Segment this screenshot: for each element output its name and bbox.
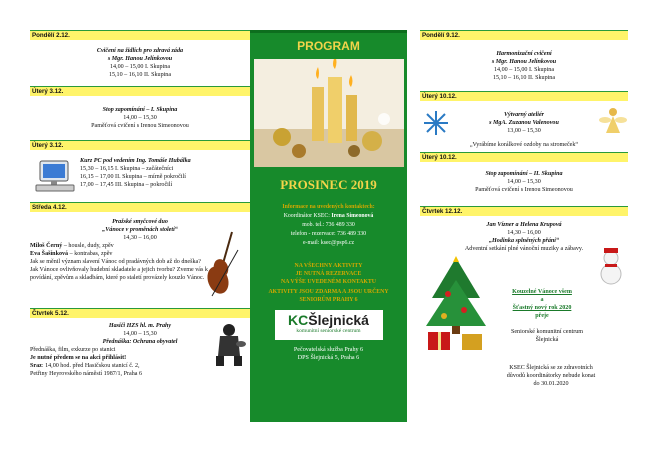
snowman-icon — [596, 246, 626, 286]
program-title: PROGRAM — [297, 39, 360, 53]
event-subtitle: „Vánoce v proměnách století“ — [102, 227, 178, 233]
performer-role: – kontrabas, zpěv — [68, 251, 113, 257]
event-title: Jan Vízner a Helena Krupová — [486, 222, 562, 228]
meeting-text: : 14,00 hod. před Hasičskou stanicí č. 2, — [41, 363, 140, 369]
address — [250, 346, 407, 362]
day-header: Úterý 3.12. — [30, 86, 250, 96]
signature-line: Seniorské komunitní centrum — [510, 329, 584, 335]
logo-subtitle: komunitní seniorské centrum — [296, 328, 361, 334]
event-time: 17,00 – 17,45 III. Skupina – pokročilí — [80, 182, 173, 188]
day-header: Pondělí 9.12. — [420, 30, 628, 40]
performer-name: Eva Šašínková — [30, 251, 69, 257]
notice-line: KSEC Šlejnická se ze zdravotních — [509, 365, 593, 371]
email: e-mail: ksec@psp6.cz — [302, 240, 355, 246]
event-time: 14,30 – 16,00 — [123, 235, 157, 241]
greeting-line: Kouzelné Vánoce všem — [512, 289, 572, 295]
meeting-address: Petřiny Heyrovského náměstí 1987/1, Praha 6 — [30, 371, 143, 377]
event-title: Cvičení na židlích pro zdravá záda — [96, 48, 184, 54]
event-subtitle: „Hodinka splněných přání“ — [488, 238, 560, 244]
logo-wordmark — [275, 312, 383, 328]
event-title: Hasiči HZS hl. m. Prahy — [108, 323, 172, 329]
month-title: PROSINEC 2019 — [280, 177, 377, 192]
notice-line: NA VÝŠE UVEDENÉM KONTAKTU — [281, 279, 376, 285]
event-string-duo — [30, 212, 250, 308]
event-lecturer: s MgA. Zuzanou Valenovou — [489, 120, 559, 126]
logo-mark: KC — [288, 312, 309, 328]
contact-heading: Informace na uvedených kontaktech: — [282, 204, 375, 210]
day-header: Čtvrtek 12.12. — [420, 206, 628, 216]
right-column — [420, 30, 628, 416]
event-time: 14,00 – 15,30 — [123, 331, 157, 337]
computer-icon — [34, 160, 78, 194]
greeting — [482, 288, 602, 320]
performer-name: Miloš Černý — [30, 243, 63, 249]
address-line: Pečovatelská služba Prahy 6 — [293, 347, 364, 353]
event-description: Přednáška, film, exkurze po stanici — [30, 347, 116, 353]
meeting-label: Sraz — [30, 363, 42, 369]
angel-ornament-icon — [598, 105, 628, 137]
event-warning: Je nutné předem se na akci přihlásit! — [30, 355, 127, 361]
event-time: 14,00 – 15,30 — [123, 115, 157, 121]
notice-line: SENIORŮM PRAHY 6 — [299, 297, 358, 303]
day-header: Úterý 10.12. — [420, 91, 628, 101]
reservation-phone: telefon - rezervace: 736 489 330 — [290, 231, 367, 237]
day-header: Pondělí 2.12. — [30, 30, 250, 40]
event-art-studio — [420, 101, 628, 152]
center-signature — [482, 328, 612, 344]
event-firefighters — [30, 318, 250, 402]
snowflake-icon — [422, 109, 450, 137]
notice-line: JE NUTNÁ REZERVACE — [295, 271, 362, 277]
day-header: Úterý 10.12. — [420, 152, 628, 162]
greeting-line: přeje — [535, 313, 549, 319]
event-time: 14,00 – 15,00 I. Skupina — [109, 64, 171, 70]
christmas-candles-image — [254, 59, 404, 167]
event-lecturer: s Mgr. Hanou Jelínkovou — [491, 59, 557, 65]
day-header: Úterý 3.12. — [30, 140, 250, 150]
event-title: Kurz PC pod vedením Ing. Tomáše Hubálka — [80, 158, 191, 164]
logo-text: Šlejnická — [308, 312, 369, 328]
greeting-line: Šťastný nový rok 2020 — [512, 305, 572, 311]
coordinator-label: Koordinátor KSEC: — [283, 213, 332, 219]
coordinator-name: Irena Simeonová — [331, 213, 374, 219]
notice-line: do 30.01.2020 — [533, 381, 569, 387]
left-column — [30, 30, 250, 402]
ksec-logo — [275, 310, 383, 340]
notice-line: NA VŠECHNY AKTIVITY — [294, 263, 363, 269]
event-title: Výtvarný ateliér — [503, 112, 545, 118]
day-header: Čtvrtek 5.12. — [30, 308, 250, 318]
mobile-phone: mob. tel.: 736 489 330 — [302, 222, 355, 228]
coordinator — [250, 212, 407, 221]
event-time: 13,00 – 15,30 — [507, 128, 541, 134]
event-description: Jak se měnil význam slavení Vánoc od pradávných dob až do dneška? Jak Vánoce ovlivňovaly hudební skladatele a jejich tvorbu? Zveme vás k povídání, zpěvům a skladbám, které po staletí provázely kouzlo Vánoc. — [30, 259, 208, 281]
performer-role: – housle, dudy, zpěv — [62, 243, 114, 249]
event-time: 14,00 – 15,00 I. Skupina — [493, 67, 555, 73]
reservation-notice — [250, 262, 407, 304]
cancellation-notice — [482, 364, 620, 388]
event-title: Harmonizační cvičení — [496, 51, 552, 57]
address-line: DPS Šlejnická 5, Praha 6 — [297, 355, 360, 361]
event-concert — [420, 216, 628, 416]
double-bass-icon — [202, 230, 250, 302]
event-title: Stop zapomínání – I. Skupina — [102, 107, 178, 113]
event-lecturer: s Mgr. Hanou Jelínkovou — [107, 56, 173, 62]
christmas-tree-image — [422, 254, 490, 354]
event-time: 15,10 – 16,10 II. Skupina — [108, 72, 172, 78]
event-description: „Vyrábíme korálkové ozdoby na stromeček“ — [469, 142, 579, 148]
event-time: 15,10 – 16,10 II. Skupina — [492, 75, 556, 81]
event-time: 16,15 – 17,00 II. Skupina – mírně pokročilí — [80, 174, 186, 180]
center-panel — [250, 30, 407, 422]
event-pc-course — [30, 150, 250, 202]
event-memory-1 — [30, 96, 250, 140]
event-subtitle: Přednáška: Ochrana obyvatel — [102, 339, 178, 345]
event-memory-2 — [420, 162, 628, 206]
event-description: Adventní setkání plné vánoční muziky a zábavy. — [464, 246, 584, 252]
event-description: Paměťová cvičení s Irenou Simeonovou — [475, 187, 573, 193]
event-time: 14,30 – 16,00 — [507, 230, 541, 236]
event-chair-exercise — [30, 40, 250, 86]
firefighter-icon — [210, 322, 248, 368]
event-time: 15,30 – 16,15 I. Skupina – začátečníci — [80, 166, 174, 172]
day-header: Středa 4.12. — [30, 202, 250, 212]
event-harmonizing — [420, 40, 628, 91]
signature-line: Šlejnická — [535, 337, 559, 343]
notice-line: AKTIVITY JSOU ZDARMA A JSOU URČENY — [268, 289, 389, 295]
event-time: 14,00 – 15,30 — [507, 179, 541, 185]
contact-info — [250, 203, 407, 248]
event-description: Paměťová cvičení s Irenou Simeonovou — [91, 123, 189, 129]
greeting-line: a — [540, 297, 544, 303]
event-title: Pražské smyčcové duo — [112, 219, 168, 225]
event-title: Stop zapomínání – II. Skupina — [485, 171, 563, 177]
notice-line: důvodů koordinátorky nebude konat — [506, 373, 596, 379]
